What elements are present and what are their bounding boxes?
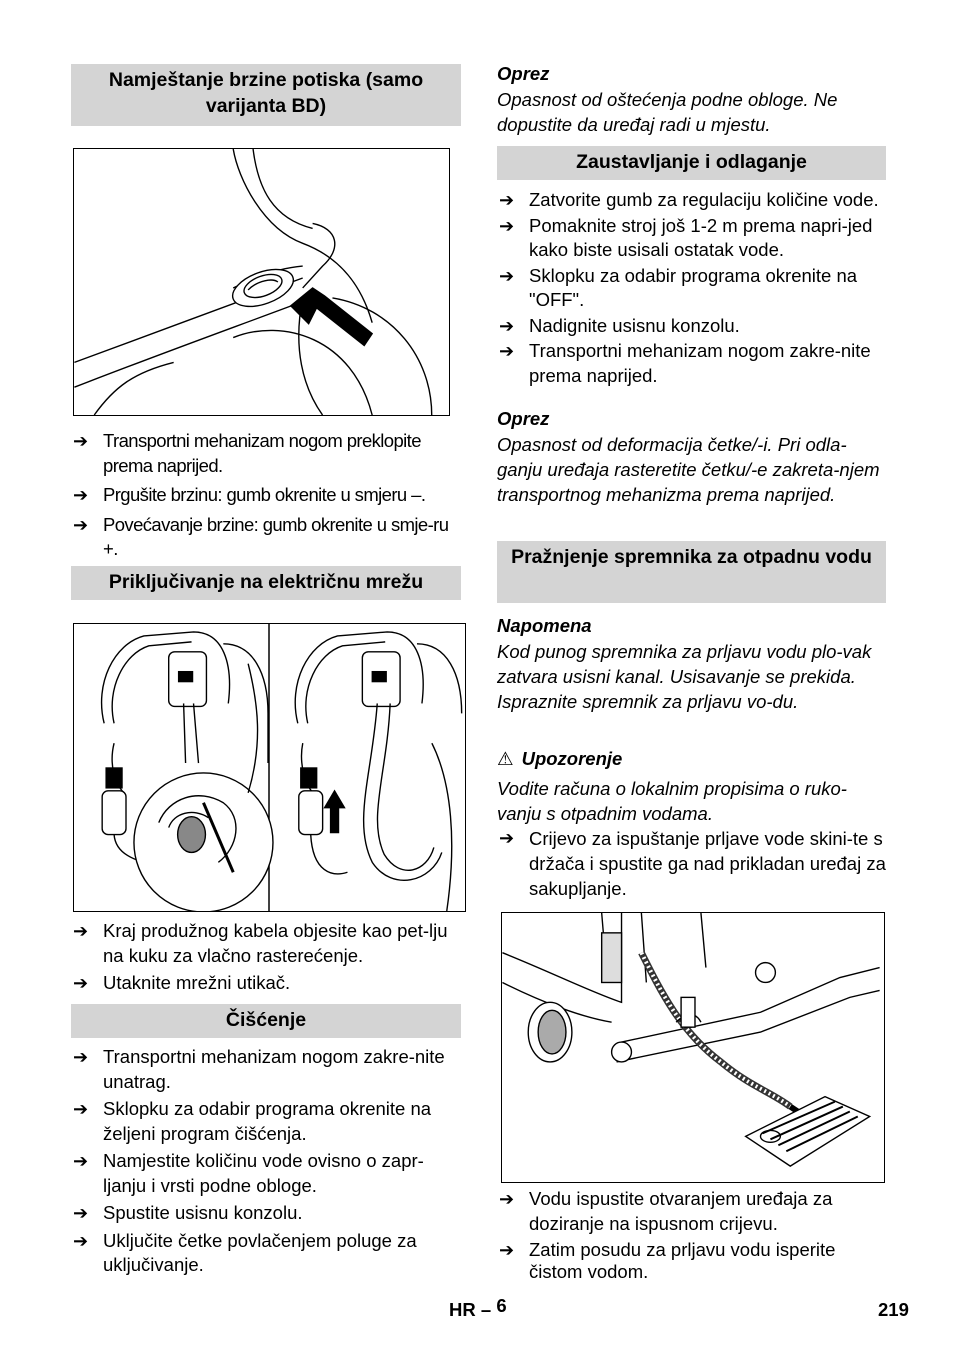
arrow-icon: ➔ [73,1099,89,1119]
arrow-icon: ➔ [73,1230,89,1251]
arrow-icon: ➔ [73,431,88,451]
list-item: ➔ Pomaknite stroj još 1-2 m prema napri-jed kako biste usisali ostatak vode. [499,214,873,260]
speed-knob-illustration [73,148,450,416]
warning-heading: ⚠ Upozorenje [497,748,623,769]
list-item: ➔ Utaknite mrežni utikač. [71,971,461,996]
list-item: ➔ Nadignite usisnu konzolu. [497,314,886,339]
section-heading-stopping: Zaustavljanje i odlaganje [497,146,886,180]
list-item: ➔ Vodu ispustite otvaranjem uređaja za doziranje na ispusnom crijevu. [499,1188,833,1234]
warning-block: ⚠ Upozorenje Vodite računa o lokalnim propisima o ruko-vanju s otpadnim vodama. ➔ Crijevo za ispuštanje prljave vode skini-te s držača i spustite ga nad prikladan uređaj za sakupljanje. [497,748,886,899]
drain-hose-illustration [501,912,885,1183]
list-cleaning [71,1045,461,1278]
list-item: ➔ Povećavanje brzine: gumb okrenite u smje-ru +. [73,513,449,559]
caution-block-2: Oprez Opasnost od deformacija četke/-i. Pri odla-ganju uređaja rasteretite četku/-e zakreta-njem transportnog mehanizma prema naprijed. [497,408,880,505]
mains-connection-illustration [73,623,466,912]
section-heading-speed: Namještanje brzine potiska (samo varijanta BD) [71,64,461,126]
list-item: ➔ Zatim posudu za prljavu vodu isperite čistom vodom. [499,1239,836,1282]
arrow-icon: ➔ [73,1047,89,1067]
list-item: ➔ Transportni mehanizam nogom zakre-nite unatrag. [73,1046,445,1092]
list-item: ➔ Sklopku za odabir programa okrenite na "OFF". [499,264,858,310]
list-item: ➔ Zatvorite gumb za regulaciju količine vode. [497,188,886,213]
arrow-icon: ➔ [499,827,515,848]
arrow-icon: ➔ [73,1203,89,1223]
arrow-icon: ➔ [499,190,515,210]
list-stopping [497,188,886,388]
list-item: ➔ Sklopku za odabir programa okrenite na željeni program čišćenja. [73,1098,432,1144]
list-speed [71,429,461,562]
list-item: ➔ Uključite četke povlačenjem poluge za uključivanje. [73,1229,417,1275]
section-heading-draining: Pražnjenje spremnika za otpadnu vodu [497,541,886,603]
page-number: 219 [878,1299,909,1320]
list-item: ➔ Spustite usisnu konzolu. [71,1201,461,1226]
arrow-icon: ➔ [499,265,515,286]
list-item: ➔ Prgušite brzinu: gumb okrenite u smjeru –. [71,483,461,508]
note-block: Napomena Kod punog spremnika za prljavu vodu plo-vak zatvara usisni kanal. Usisavanje se prekida. Ispraznite spremnik za prljavu vo-du. [497,615,872,712]
list-mains [71,919,461,996]
list-draining [497,1187,886,1283]
arrow-icon: ➔ [73,514,88,535]
list-item: ➔ Crijevo za ispuštanje prljave vode skini-te s držača i spustite ga nad prikladan uređaj za sakupljanje. [499,827,886,899]
footer-section-label: HR – 6 [449,1295,507,1320]
arrow-icon: ➔ [499,341,515,361]
list-item: ➔ Namjestite količinu vode ovisno o zapr-ljanju i vrsti podne obloge. [73,1150,424,1196]
arrow-icon: ➔ [499,1240,515,1260]
arrow-icon: ➔ [499,215,515,236]
caution-block-1: Oprez Opasnost od oštećenja podne obloge. Ne dopustite da uređaj radi u mjestu. [497,63,838,135]
arrow-icon: ➔ [73,485,88,505]
arrow-icon: ➔ [499,1189,515,1209]
list-item: ➔ Transportni mehanizam nogom preklopite prema naprijed. [73,430,421,476]
arrow-icon: ➔ [499,315,515,336]
arrow-icon: ➔ [73,921,89,941]
list-item: ➔ Kraj produžnog kabela objesite kao pet-lju na kuku za vlačno rasterećenje. [73,920,448,966]
warning-triangle-icon: ⚠ [497,748,514,769]
arrow-icon: ➔ [73,973,89,993]
list-item: ➔ Transportni mehanizam nogom zakre-nite prema naprijed. [499,340,871,386]
section-heading-cleaning: Čišćenje [71,1004,461,1038]
arrow-icon: ➔ [73,1151,89,1171]
section-heading-mains: Priključivanje na električnu mrežu [71,566,461,600]
